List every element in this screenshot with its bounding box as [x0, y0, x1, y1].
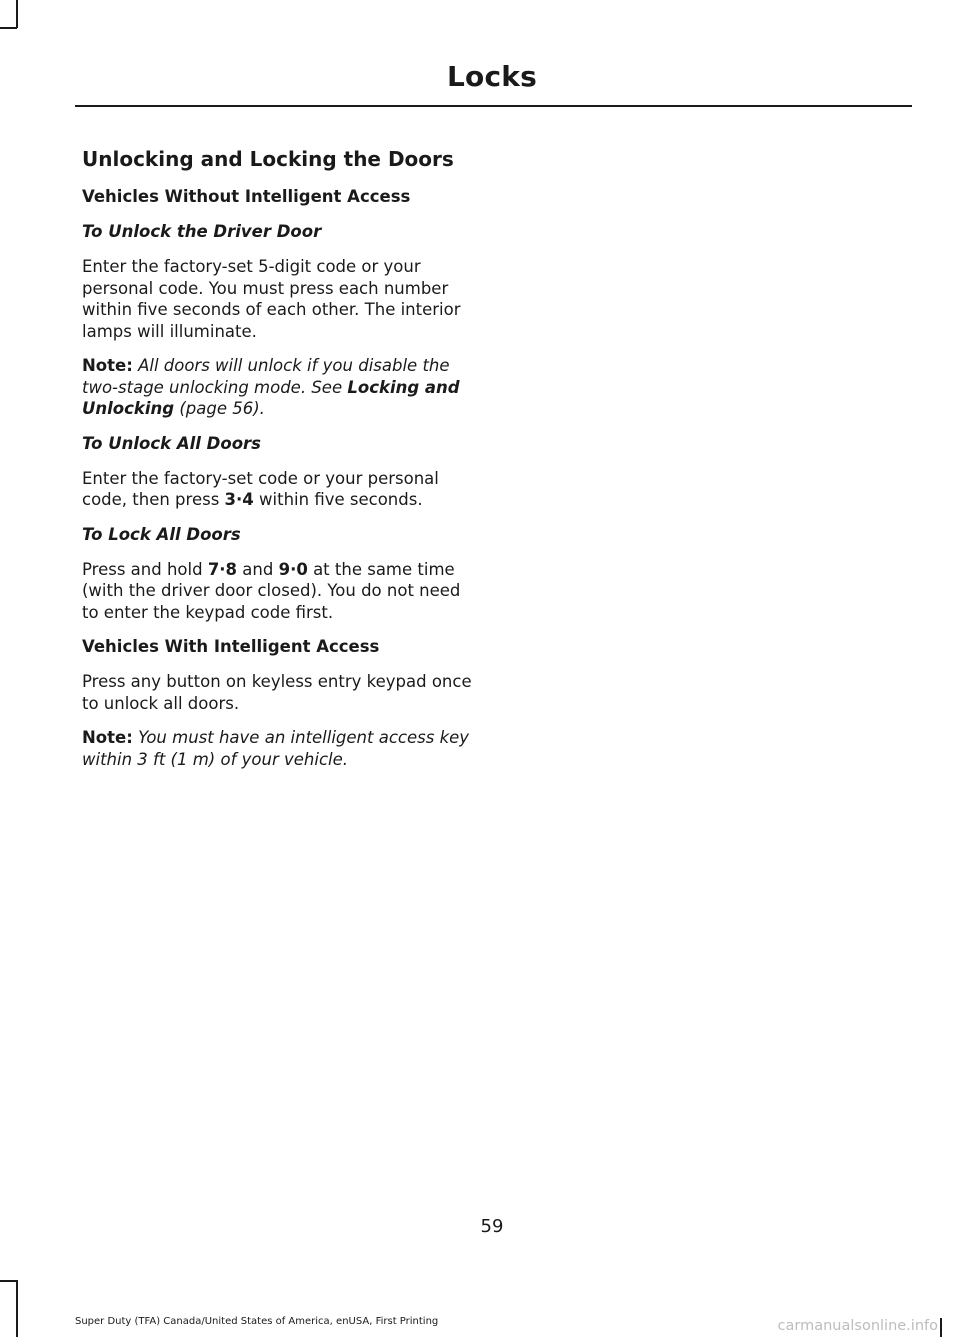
- note-text: All doors will unlock if you disable the two-stage unlocking mode. See: [82, 356, 450, 397]
- note-label: Note:: [82, 356, 133, 375]
- text: within five seconds.: [253, 490, 423, 509]
- header-divider: [75, 105, 912, 107]
- heading-lock-all-doors: To Lock All Doors: [82, 524, 241, 544]
- content-column: [82, 146, 482, 783]
- paragraph-unlock-driver-door: Enter the factory-set 5-digit code or your personal code. You must press each number within five seconds of each other. The interior lamps will illuminate.: [82, 257, 461, 341]
- crop-mark: [0, 1280, 17, 1282]
- cross-reference-link[interactable]: Locking and Unlocking: [82, 377, 460, 418]
- subheading-with-intelligent-access: Vehicles With Intelligent Access: [82, 637, 380, 656]
- note-label: Note:: [82, 728, 133, 747]
- crop-mark: [940, 1318, 942, 1337]
- paragraph-intelligent-access: Press any button on keyless entry keypad once to unlock all doors.: [82, 672, 472, 713]
- crop-mark: [16, 0, 18, 28]
- edition-footer: Super Duty (TFA) Canada/United States of America, enUSA, First Printing: [75, 1316, 439, 1327]
- page-number: 59: [480, 1216, 504, 1237]
- text: at the same time (with the driver door closed). You do not need to enter the keypad code first.: [82, 559, 461, 622]
- crop-mark: [16, 1280, 18, 1337]
- text: and: [237, 559, 279, 579]
- section-title: Unlocking and Locking the Doors: [82, 147, 454, 171]
- note-intelligent-access-key: [82, 727, 482, 770]
- paragraph-unlock-all-doors: [82, 468, 482, 511]
- cross-reference-page: (page 56).: [174, 399, 265, 418]
- heading-unlock-driver-door: To Unlock the Driver Door: [82, 222, 322, 241]
- note-two-stage-unlocking: [82, 355, 482, 420]
- heading-unlock-all-doors: To Unlock All Doors: [82, 433, 261, 453]
- subheading-without-intelligent-access: Vehicles Without Intelligent Access: [82, 187, 411, 206]
- chapter-title: Locks: [447, 60, 537, 93]
- note-text: You must have an intelligent access key within 3 ft (1 m) of your vehicle.: [82, 728, 470, 769]
- text: Enter the factory-set code or your personal code, then press: [82, 468, 439, 509]
- keypad-key: 3·4: [224, 490, 254, 509]
- keypad-key: 9·0: [278, 559, 308, 579]
- crop-mark: [0, 27, 17, 29]
- keypad-key: 7·8: [207, 559, 238, 579]
- text: Press and hold: [82, 559, 208, 579]
- watermark: carmanualsonline.info: [777, 1318, 938, 1334]
- paragraph-lock-all-doors: [82, 559, 482, 624]
